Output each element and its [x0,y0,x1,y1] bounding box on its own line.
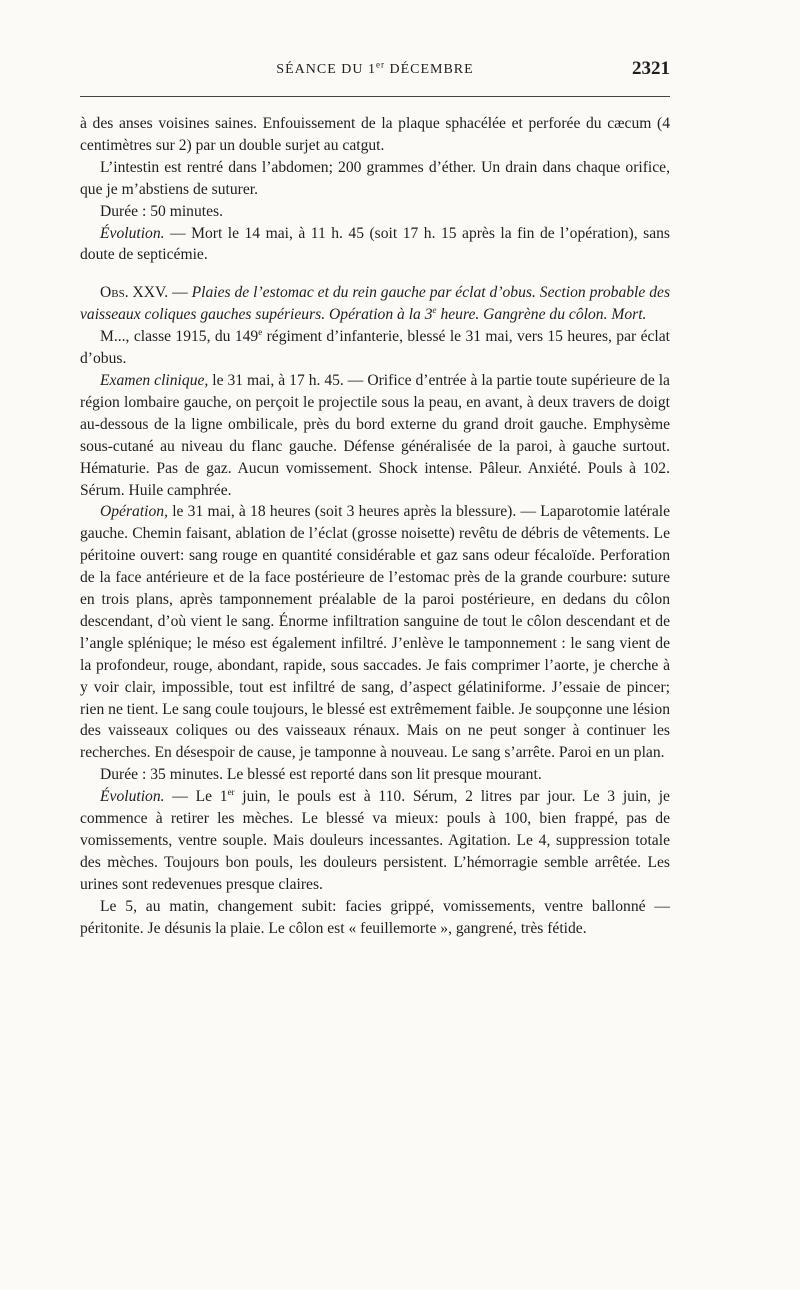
paragraph-lead: Examen clinique, [100,371,209,389]
paragraph [80,223,670,267]
observation-dash: — [168,284,192,302]
paragraph-lead: Opération, [100,503,169,521]
paragraph-text-b: régiment d’infanterie, blessé le 31 mai, vers 15 heures, par éclat d’obus. [80,328,670,368]
paragraph [80,786,670,896]
paragraph [80,370,670,501]
paragraph-text-a: M..., classe 1915, du 149 [100,328,259,346]
body-text [80,113,670,940]
paragraph-text-b: juin, le pouls est à 110. Sérum, 2 litres par jour. Le 3 juin, je commence à retirer les mèches. Le blessé va mieux: pouls à 100, bien frappé, pas de vomissements, ventre souple. Mais douleurs incessantes. Agitation. Le 4, suppression totale des mèches. Toujours bon pouls, les douleurs persistent. L’hémorragie semble arrêtée. Les urines sont redevenues presque claires. [80,788,670,893]
observation-label: Obs. XXV. [100,284,169,302]
paragraph-text-a: — Le 1 [164,788,228,806]
header-title-post: DÉCEMBRE [384,62,474,77]
header-title-sup: er [375,59,385,70]
observation-title-b: heure. Gangrène du côlon. Mort. [436,306,647,324]
paragraph-text: le 31 mai, à 17 h. 45. — Orifice d’entrée à la partie toute supérieure de la région lombaire gauche, on perçoit le projectile sous la peau, en avant, à deux travers de doigt au-dessous de la ligne ombilicale, près du bord externe du grand droit gauche. Emphysème sous-cutané au niveau du flanc gauche. Défense généralisée de la paroi, à gauche surtout. Hématurie. Pas de gaz. Aucun vomissement. Shock intense. Pâleur. Anxiété. Pouls à 102. Sérum. Huile camphrée. [80,371,670,499]
observation-title-sup: e [432,305,437,316]
header-title-pre: SÉANCE DU 1 [276,62,376,77]
observation-heading [80,282,670,326]
paragraph [80,326,670,370]
paragraph-lead: Évolution. [100,224,165,242]
header-title [80,59,670,78]
paragraph: à des anses voisines saines. Enfouissement de la plaque sphacélée et perforée du cæcum (4 centimètres sur 2) par un double surjet au catgut. [80,115,670,154]
observation-title-a: Plaies de l’estomac et du rein gauche par éclat d’obus. Section probable des vaisseaux coliques gauches supérieurs. Opération à la 3 [80,284,671,324]
paragraph: L’intestin est rentré dans l’abdomen; 200 grammes d’éther. Un drain dans chaque orifice, que je m’abstiens de suturer. [80,158,670,198]
paragraph-sup: er [227,787,235,797]
paragraph-sup: e [258,326,263,337]
paragraph: Durée : 35 minutes. Le blessé est reporté dans son lit presque mourant. [100,766,542,784]
paragraph: Le 5, au matin, changement subit: facies grippé, vomissements, ventre ballonné — péritonite. Je désunis la plaie. Le côlon est « feuillemorte », gangrené, très fétide. [80,897,670,937]
paragraph [80,501,670,764]
paragraph-text: — Mort le 14 mai, à 11 h. 45 (soit 17 h. 15 après la fin de l’opération), sans doute de septicémie. [80,224,670,264]
header-rule [80,96,670,97]
page-number: 2321 [632,58,670,79]
paragraph-text: le 31 mai, à 18 heures (soit 3 heures après la blessure). — Laparotomie latérale gauche. Chemin faisant, ablation de l’éclat (grosse noisette) revêtu de débris de vêtements. Le péritoine ouvert: sang rouge en quantité considérable et gaz sans odeur fécaloïde. Perforation de la face antérieure et de la face postérieure de l’estomac près de la grande courbure: suture en trois plans, après tamponnement préalable de la paroi postérieure, en dedans du côlon descendant, d’où vient le sang. Énorme infiltration sanguine de tout le côlon descendant et de l’angle splénique; le méso est également infiltré. J’enlève le tamponnement : le sang vient de la profondeur, rouge, abondant, rapide, sous saccades. Je fais comprimer l’aorte, je cherche à y voir clair, impossible, tout est infiltré de sang, d’aspect gélatiniforme. J’essaie de pincer; rien ne tient. Le sang coule toujours, le blessé est extrêmement faible. Je soupçonne une lésion des vaisseaux coliques ou des vaisseaux rénaux. Mais on ne peut songer à continuer les recherches. En désespoir de cause, je tamponne à nouveau. Le sang s’arrête. Paroi en un plan. [80,503,670,762]
paragraph-lead: Évolution. [100,788,165,806]
paragraph: Durée : 50 minutes. [100,202,223,220]
running-header [80,60,670,84]
